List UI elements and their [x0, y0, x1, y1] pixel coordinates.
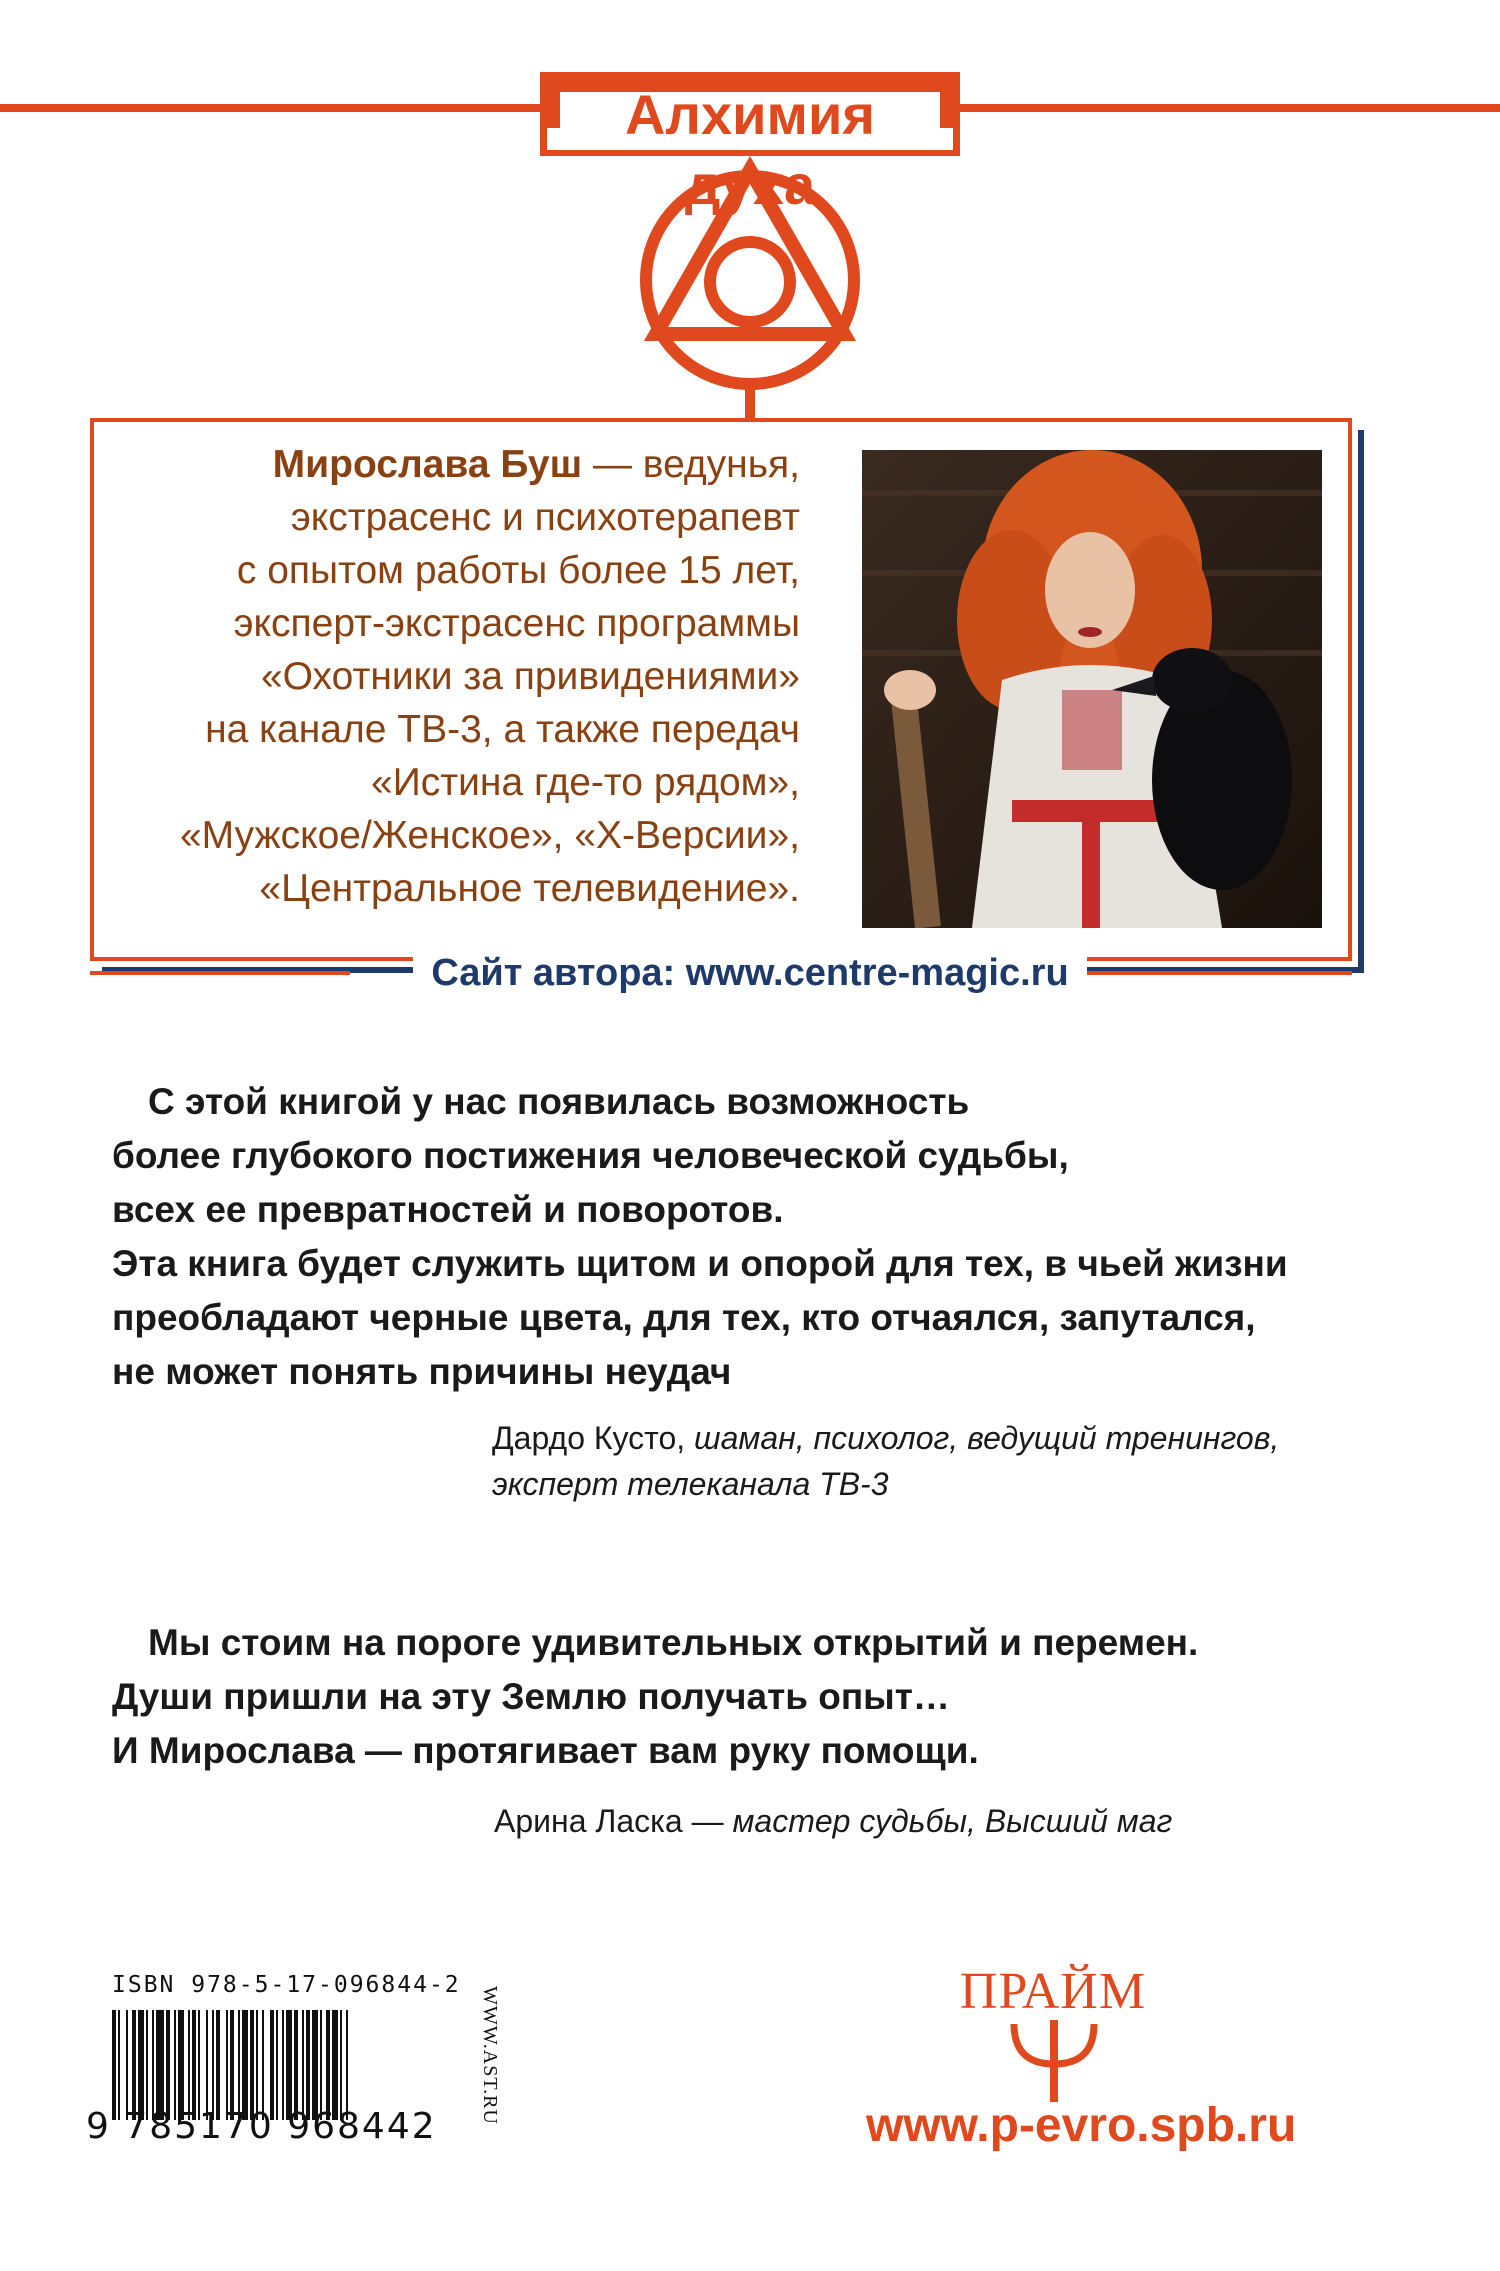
- publisher-url: www.p-evro.spb.ru: [866, 2099, 1297, 2152]
- quote-1-line: не может понять причины неудач: [112, 1351, 732, 1392]
- ast-url: WWW.AST.RU: [479, 1986, 501, 2125]
- quote-1-attribution: [492, 1414, 1279, 1462]
- barcode: [112, 2010, 448, 2120]
- series-title: Алхимия духа: [624, 83, 876, 216]
- quote-1-line: всех ее превратностей и поворотов.: [112, 1189, 784, 1230]
- quote-1-line: Эта книга будет служить щитом и опорой для тех, в чьей жизни: [112, 1243, 1288, 1284]
- quote-2-line: Мы стоим на пороге удивительных открытий и перемен.: [148, 1622, 1199, 1663]
- publisher-name: ПРАЙМ: [959, 1963, 1147, 2020]
- quote-2: [112, 1616, 1198, 1778]
- quote-1-role-2: эксперт телеканала ТВ-3: [492, 1466, 889, 1502]
- author-bio-line-1: Мирослава Буш — ведунья,: [272, 443, 800, 486]
- quote-1-author: Дардо Кусто,: [492, 1420, 686, 1456]
- author-bio: [80, 438, 800, 915]
- quote-1-line: преобладают черные цвета, для тех, кто отчаялся, запутался,: [112, 1297, 1256, 1338]
- quote-1-line: С этой книгой у нас появилась возможность: [148, 1081, 970, 1122]
- emblem-stem: [745, 384, 755, 420]
- quote-1-attribution-2: [492, 1460, 889, 1508]
- quote-2-role: мастер судьбы, Высший маг: [732, 1803, 1173, 1839]
- quote-1: [112, 1075, 1288, 1399]
- author-bio-line-4: эксперт-экстрасенс программы: [233, 602, 800, 645]
- title-frame-right: [953, 110, 960, 156]
- author-name: Мирослава Буш: [272, 443, 583, 486]
- author-bio-line-8: «Мужское/Женское», «Х-Версии»,: [179, 814, 800, 857]
- isbn-text: ISBN 978-5-17-096844-2: [112, 1972, 461, 1998]
- author-bio-line-9: «Центральное телевидение».: [259, 867, 800, 910]
- quote-2-author: Арина Ласка —: [494, 1803, 724, 1839]
- author-bio-line-5: «Охотники за привидениями»: [260, 655, 800, 698]
- title-frame-left: [540, 110, 547, 156]
- quote-2-attribution: [494, 1797, 1172, 1845]
- author-bio-line-3: с опытом работы более 15 лет,: [236, 549, 800, 592]
- author-bio-line-2: экстрасенс и психотерапевт: [290, 496, 800, 539]
- psi-logo-icon: [1004, 2020, 1104, 2102]
- author-site-text: Сайт автора: www.centre-magic.ru: [413, 952, 1086, 994]
- quote-2-line: Души пришли на эту Землю получать опыт…: [112, 1676, 950, 1717]
- author-bio-line-6: на канале ТВ-3, а также передач: [205, 708, 800, 751]
- quote-2-line: И Мирослава — протягивает вам руку помощи.: [112, 1730, 979, 1771]
- author-bio-line-7: «Истина где-то рядом»,: [371, 761, 800, 804]
- quote-1-role: шаман, психолог, ведущий тренингов,: [694, 1420, 1280, 1456]
- quote-1-line: более глубокого постижения человеческой судьбы,: [112, 1135, 1069, 1176]
- author-site: [0, 944, 1500, 1002]
- inner-circle-icon: [710, 242, 790, 322]
- barcode-digits: 9 785170 968442: [86, 2106, 437, 2147]
- author-photo: [862, 450, 1322, 928]
